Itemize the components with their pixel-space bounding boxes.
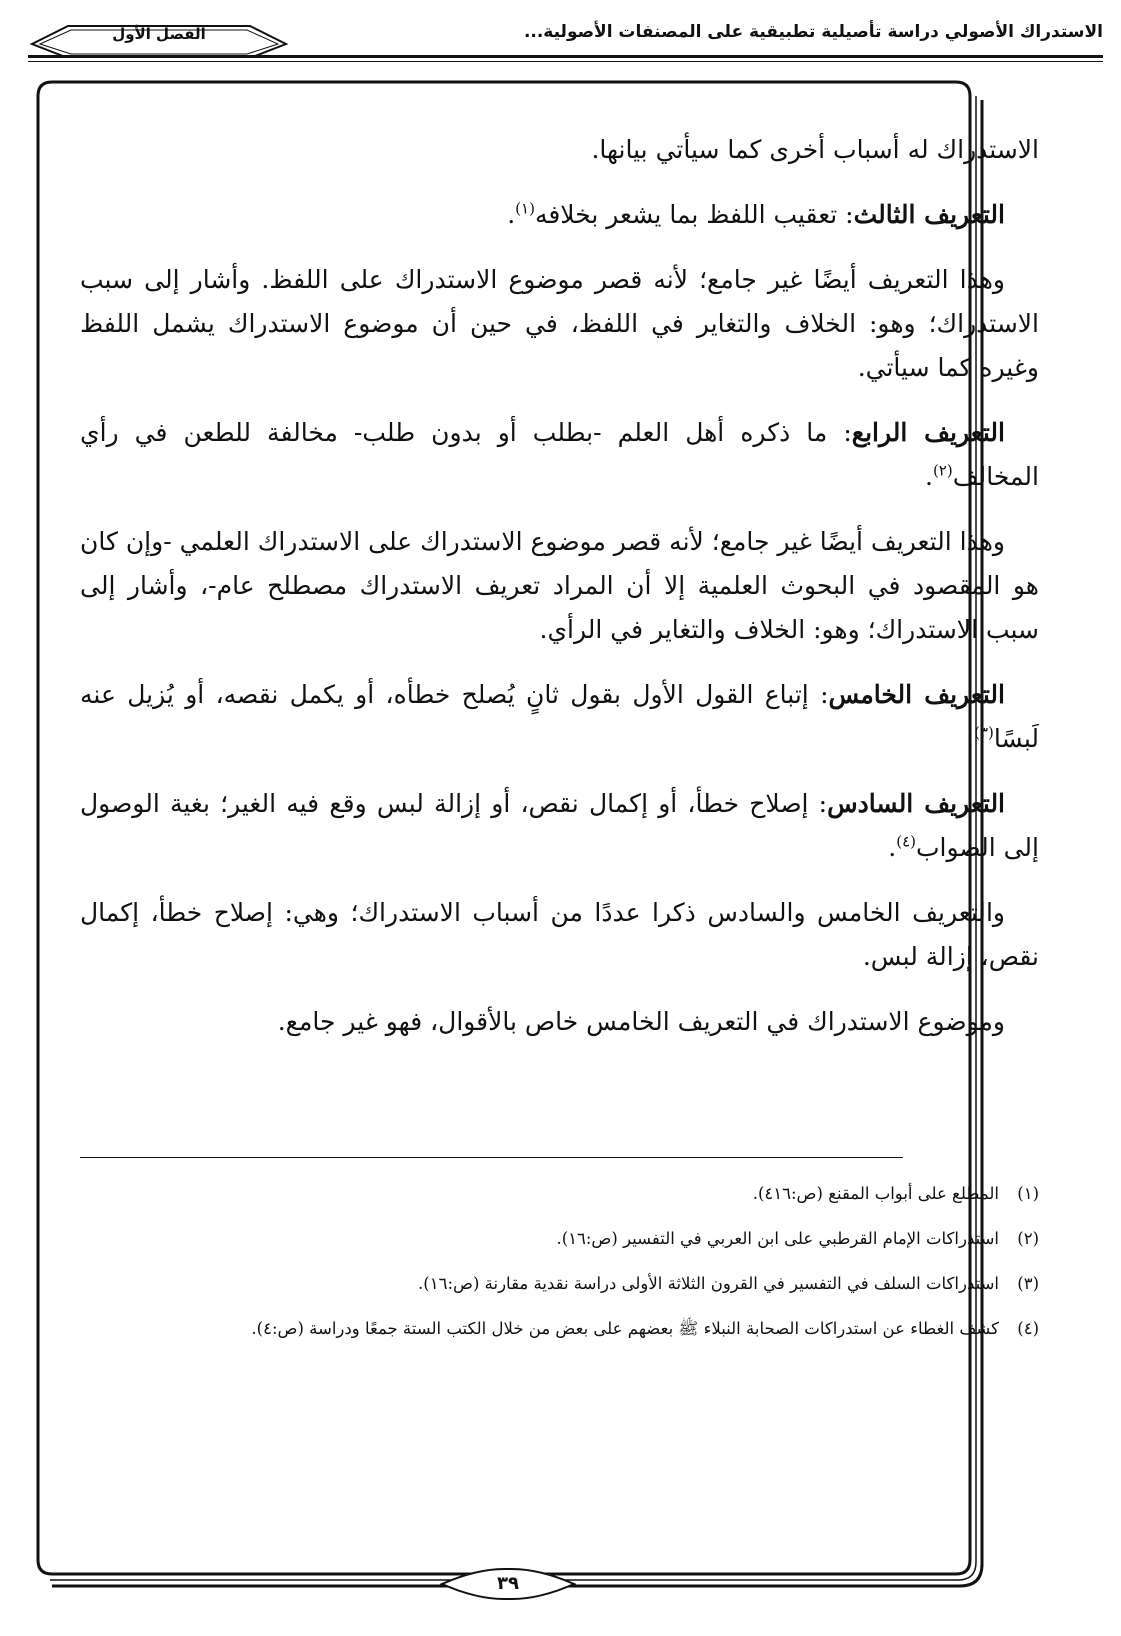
footnote [80, 1270, 1039, 1298]
page-number-badge [438, 1567, 578, 1601]
running-title: الاستدراك الأصولي دراسة تأصيلية تطبيقية على المصنفات الأصولية... [523, 22, 1103, 42]
definition-3 [80, 193, 1039, 237]
footnote-text: المطلع على أبواب المقنع (ص:٤١٦). [752, 1184, 999, 1203]
paragraph: وهذا التعريف أيضًا غير جامع؛ لأنه قصر موضوع الاستدراك على اللفظ. وأشار إلى سبب الاستدراك؛ وهو: الخلاف والتغاير في اللفظ، في حين أن موضوع الاستدراك يشمل اللفظ وغيره كما سيأتي. [80, 265, 1039, 382]
definition-4 [80, 411, 1039, 499]
footnote-number: (١) [1017, 1184, 1039, 1203]
paragraph: والتعريف الخامس والسادس ذكرا عددًا من أسباب الاستدراك؛ وهي: إصلاح خطأ، إكمال نقص، إزالة لبس. [80, 898, 1039, 971]
footnote-ref: (٤) [896, 832, 916, 851]
footnotes [80, 1180, 1039, 1360]
punctuation: . [507, 200, 516, 229]
footnote-ref: (٣) [974, 723, 994, 742]
definition-5 [80, 673, 1039, 761]
punctuation: . [888, 833, 897, 862]
definition-label: التعريف الثالث [853, 200, 1005, 229]
footnote-ref: (١) [515, 199, 535, 218]
chapter-tab-label: الفصل الأول [112, 25, 206, 43]
page-number: ٣٩ [497, 1573, 519, 1594]
definition-label: التعريف السادس [827, 789, 1006, 818]
paragraph: وموضوع الاستدراك في التعريف الخامس خاص بالأقوال، فهو غير جامع. [277, 1007, 1005, 1036]
footnote-text: استدراكات السلف في التفسير في القرون الثلاثة الأولى دراسة نقدية مقارنة (ص:١٦). [418, 1274, 999, 1293]
punctuation: . [924, 462, 933, 491]
definition-text: : تعقيب اللفظ بما يشعر بخلافه [534, 200, 854, 229]
definition-text: : إصلاح خطأ، أو إكمال نقص، أو إزالة لبس وقع فيه الغير؛ بغية الوصول إلى الصواب [80, 789, 1039, 862]
paragraph: وهذا التعريف أيضًا غير جامع؛ لأنه قصر موضوع الاستدراك على الاستدراك العلمي -وإن كان هو المقصود في البحوث العلمية إلا أن المراد تعريف الاستدراك مصطلح عام-، وأشار إلى سبب الاستدراك؛ وهو: الخلاف والتغاير في الرأي. [80, 527, 1039, 644]
body-text [80, 128, 1039, 1065]
definition-6 [80, 782, 1039, 870]
definition-text: : إتباع القول الأول بقول ثانٍ يُصلح خطأه، أو يكمل نقصه، أو يُزيل عنه لَبسًا [80, 680, 1039, 753]
footnote [80, 1315, 1039, 1343]
footnote [80, 1180, 1039, 1208]
definition-label: التعريف الرابع [851, 418, 1005, 447]
paragraph: الاستدراك له أسباب أخرى كما سيأتي بيانها. [591, 135, 1039, 164]
footnote-text: استدراكات الإمام القرطبي على ابن العربي في التفسير (ص:١٦). [556, 1229, 999, 1248]
footnote-number: (٢) [1017, 1229, 1039, 1248]
footnote [80, 1225, 1039, 1253]
punctuation: . [966, 724, 975, 753]
definition-text: : ما ذكره أهل العلم -بطلب أو بدون طلب- مخالفة للطعن في رأي المخالف [80, 418, 1039, 491]
footnote-number: (٣) [1017, 1274, 1039, 1293]
footnote-number: (٤) [1017, 1319, 1039, 1338]
footnote-text: كشف الغطاء عن استدراكات الصحابة النبلاء ﷺ بعضهم على بعض من خلال الكتب الستة جمعًا ودراسة (ص:٤). [251, 1319, 999, 1338]
footnote-separator [80, 1157, 903, 1158]
definition-label: التعريف الخامس [828, 680, 1005, 709]
footnote-ref: (٢) [932, 461, 953, 480]
